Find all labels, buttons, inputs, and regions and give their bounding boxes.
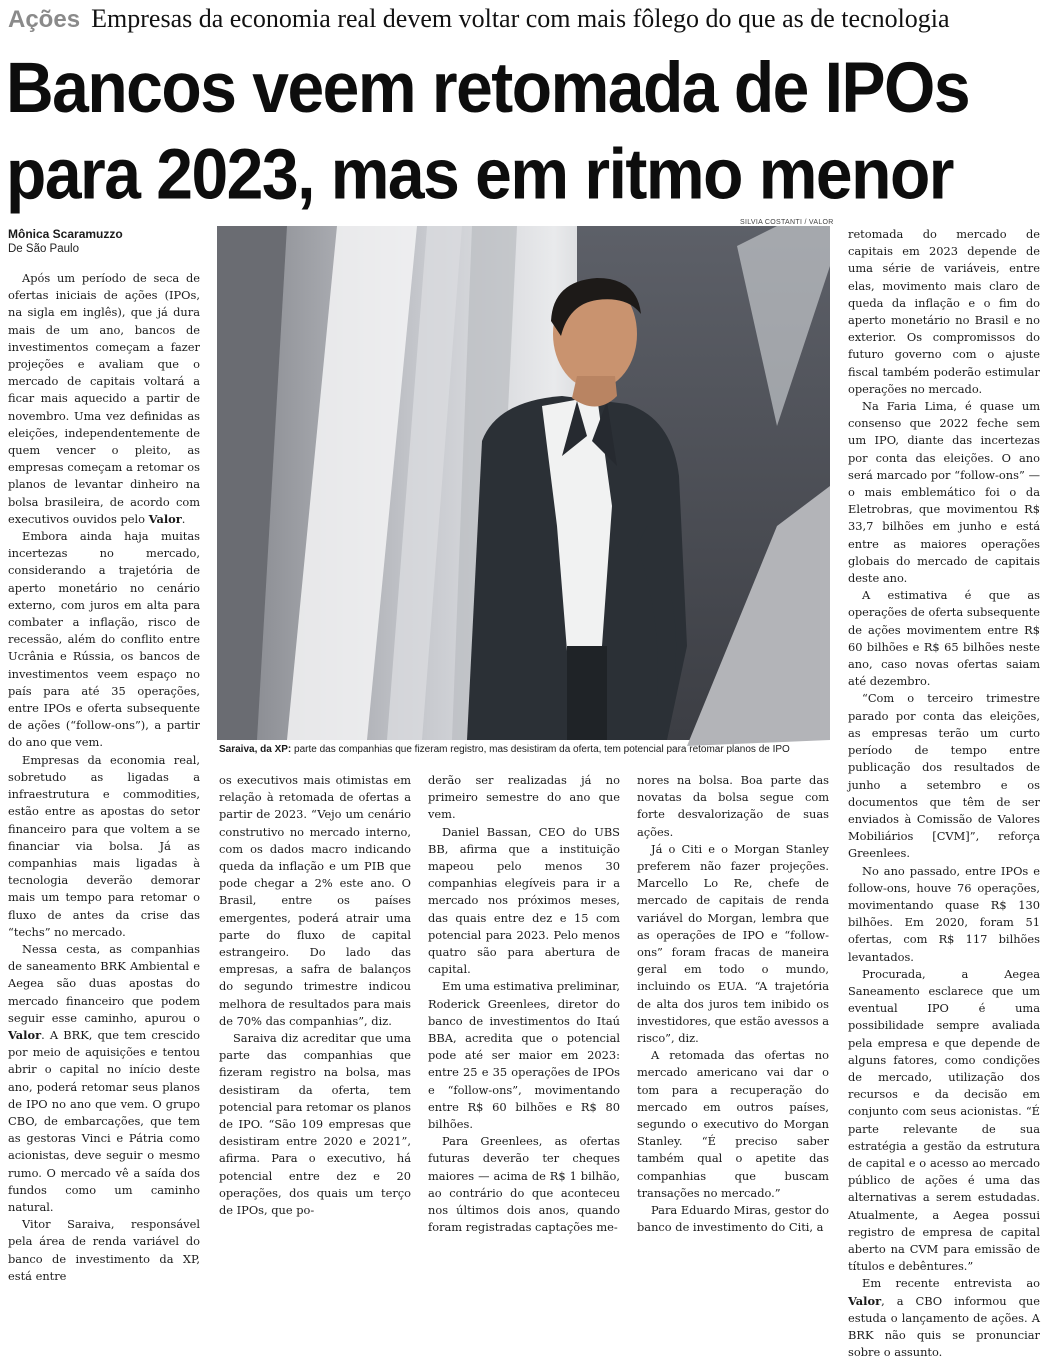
publication-name: Valor	[148, 511, 182, 526]
paragraph: A estimativa é que as operações de oferta subsequente de ações movimentem entre R$ 60 bilhões e R$ 65 bilhões neste ano, caso novas ofertas saiam até dezembro.	[848, 588, 1040, 689]
paragraph: A retomada das ofertas no mercado americano vai dar o tom para a recuperação do mercado em outros países, segundo o executivo do Morgan Stanley. “É preciso saber também qual o apetite das companhias que buscam transações no mercado.”	[637, 1048, 829, 1200]
section-tag: Ações	[8, 6, 81, 33]
kicker	[8, 4, 1048, 38]
photo-credit: SILVIA COSTANTI / VALOR	[740, 219, 834, 226]
photo-illustration	[217, 226, 830, 740]
paragraph-end: . A BRK, que tem crescido por meio de aquisições e tentou abrir o capital no início deste ano, poderá retomar seus planos de IPO no ano que vem. O grupo CBO, de embarcações, que tem as gestoras Vinci e Pátria como acionistas, deve seguir o mesmo rumo. O mercado vê a saída dos fundos como um caminho natural.	[8, 1027, 200, 1214]
headline-line-1: Bancos veem retomada de IPOs	[6, 47, 970, 128]
paragraph: Procurada, a Aegea Saneamento esclarece que um eventual IPO é uma possibilidade sempre avaliada pela empresa e que depende de alguns fatores, como condições de mercado, utilização dos recursos e da decisão em conjunto com seus acionistas. “É parte relevante de sua estratégia a gestão da estrutura de capital e o acesso ao mercado público de ações é uma das alternativas a serem estudadas. Atualmente, a Aegea possui registro de empresa de capital aberto na CVM para emissão de títulos e debêntures.”	[848, 966, 1040, 1274]
paragraph: nores na bolsa. Boa parte das novatas da bolsa segue com forte desvalorização de suas ações.	[637, 773, 829, 839]
article-column-1	[8, 270, 200, 1283]
paragraph: Em uma estimativa preliminar, Roderick Greenlees, diretor do banco de investimentos do Itaú BBA, acredita que o potencial pode até ser maior em 2023: entre 25 e 35 operações de IPOs e “follow-ons”, movimentando entre R$ 60 bilhões e R$ 80 bilhões.	[428, 979, 620, 1132]
paragraph: derão ser realizadas já no primeiro semestre do ano que vem.	[428, 773, 620, 822]
paragraph: Em recente entrevista ao	[862, 1276, 1040, 1291]
article-column-4	[637, 772, 829, 1235]
author-name: Mônica Scaramuzzo	[8, 227, 123, 241]
paragraph: Para Greenlees, as ofertas futuras deverão ter cheques maiores — acima de R$ 1 bilhão, ao contrário do que aconteceu nos últimos dois anos, quando foram registradas captações me-	[428, 1134, 620, 1235]
publication-name: Valor	[8, 1027, 42, 1042]
paragraph: os executivos mais otimistas em relação à retomada de ofertas a partir de 2023. “Vejo um cenário construtivo no mercado interno, com os dados macro indicando queda da inflação e um PIB que pode chegar a 2% este ano. O Brasil, entre os países emergentes, poderá atrair uma parte do fluxo de capital estrangeiro. Do lado das empresas, a safra de balanços do segundo trimestre indicou melhora de resultados para mais de 70% das companhias”, diz.	[219, 773, 411, 1028]
caption-lead: Saraiva, da XP:	[219, 744, 292, 755]
paragraph: Nessa cesta, as companhias de saneamento BRK Ambiental e Aegea são duas apostas do mercado financeiro que podem seguir esse caminho, apurou o	[8, 941, 200, 1025]
paragraph: Já o Citi e o Morgan Stanley preferem não fazer projeções. Marcello Lo Re, chefe de mercado de capitais de renda variável do Morgan, lembra que as operações de IPO e “follow-ons” foram fracas de maneira geral em todo o mundo, incluindo os EUA. “A trajetória de alta dos juros tem inibido os investidores, que estão avessos a risco”, diz.	[637, 841, 829, 1046]
paragraph: Na Faria Lima, é quase um consenso que 2022 feche sem um IPO, diante das incertezas por conta das eleições. O ano será marcado por “follow-ons” — o mais emblemático foi o da Eletrobras, que movimentou R$ 33,7 bilhões em junho e está entre as maiores operações globais do mercado de capitais deste ano.	[848, 399, 1040, 586]
photo-caption	[219, 743, 831, 756]
paragraph-end: , a CBO informou que estuda o lançamento de ações. A BRK não quis se pronunciar sobre o assunto.	[848, 1293, 1040, 1360]
article-photo	[217, 226, 830, 740]
paragraph: Para Eduardo Miras, gestor do banco de investimento do Citi, a	[637, 1203, 829, 1235]
paragraph: Daniel Bassan, CEO do UBS BB, afirma que a instituição mapeou pelo menos 30 companhias elegíveis para ir a mercado nos próximos meses, das quais entre dez e 15 com potencial para 2023. Pelo menos quatro são para abertura de capital.	[428, 824, 620, 977]
paragraph-end: .	[181, 511, 186, 526]
headline-line-2: para 2023, mas em ritmo menor	[6, 133, 953, 214]
publication-name: Valor	[848, 1293, 882, 1308]
paragraph: retomada do mercado de capitais em 2023 depende de uma série de variáveis, entre elas, movimento mais claro de queda da inflação e o fim do aperto monetário no Brasil e no exterior. Os compromissos do futuro governo com o ajuste fiscal também poderão estimular operações no mercado.	[848, 227, 1040, 396]
paragraph: Após um período de seca de ofertas iniciais de ações (IPOs, na sigla em inglês), que já dura mais de um ano, bancos de investimentos começam a fazer projeções e avaliam que o mercado de capitais voltará a ficar mais aquecido a partir de novembro. Uma vez definidas as eleições, independentemente de quem vencer o pleito, as empresas começam a retomar os planos de levantar dinheiro na bolsa brasileira, de acordo com executivos ouvidos pelo	[8, 271, 200, 526]
paragraph: Saraiva diz acreditar que uma parte das companhias que fizeram registro na bolsa, mas desistiram da oferta, tem potencial para retomar os planos de IPO. “São 109 empresas que desistiram entre 2020 e 2021”, afirma. Para o executivo, há potencial entre dez e 20 operações, dos quais um terço de IPOs, que po-	[219, 1031, 411, 1218]
paragraph: Embora ainda haja muitas incertezas no mercado, considerando a trajetória de aperto monetário no cenário externo, com juros em alta para combater a inflação, risco de recessão, além do conflito entre Ucrânia e Rússia, os bancos de investimentos veem espaço no país para até 35 operações, entre IPOs e oferta subsequente de ações (“follow-ons”), a partir do ano que vem.	[8, 529, 200, 750]
paragraph: Empresas da economia real, sobretudo as ligadas a infraestrutura e commodities, estão entre as apostas do setor financeiro para que voltem a se financiar via bolsa. Já as companhias mais ligadas à tecnologia deverão demorar mais um tempo para retomar o fluxo de antes da crise das “techs” no mercado.	[8, 752, 200, 939]
article-column-3	[428, 772, 620, 1235]
paragraph: “Com o terceiro trimestre parado por conta das eleições, as empresas terão um curto período de tempo entre publicação dos resultados de junho a setembro e os documentos que têm de ser enviados à Comissão de Valores Mobiliários [CVM]”, reforça Greenlees.	[848, 691, 1040, 861]
deck-subtitle: Empresas da economia real devem voltar com mais fôlego do que as de tecnologia	[91, 4, 950, 33]
article-column-2	[219, 772, 411, 1218]
byline	[8, 227, 123, 255]
headline	[6, 44, 1052, 217]
paragraph: No ano passado, entre IPOs e follow-ons, houve 76 operações, movimentando quase R$ 130 bilhões. Em 2020, foram 51 ofertas, com R$ 117 bilhões levantados.	[848, 863, 1040, 964]
caption-text: parte das companhias que fizeram registro, mas desistiram da oferta, tem potencial para retomar planos de IPO	[291, 744, 790, 755]
author-location: De São Paulo	[8, 243, 79, 255]
article-column-5	[848, 226, 1040, 1360]
paragraph: Vitor Saraiva, responsável pela área de renda variável do banco de investimento da XP, está entre	[8, 1217, 200, 1283]
